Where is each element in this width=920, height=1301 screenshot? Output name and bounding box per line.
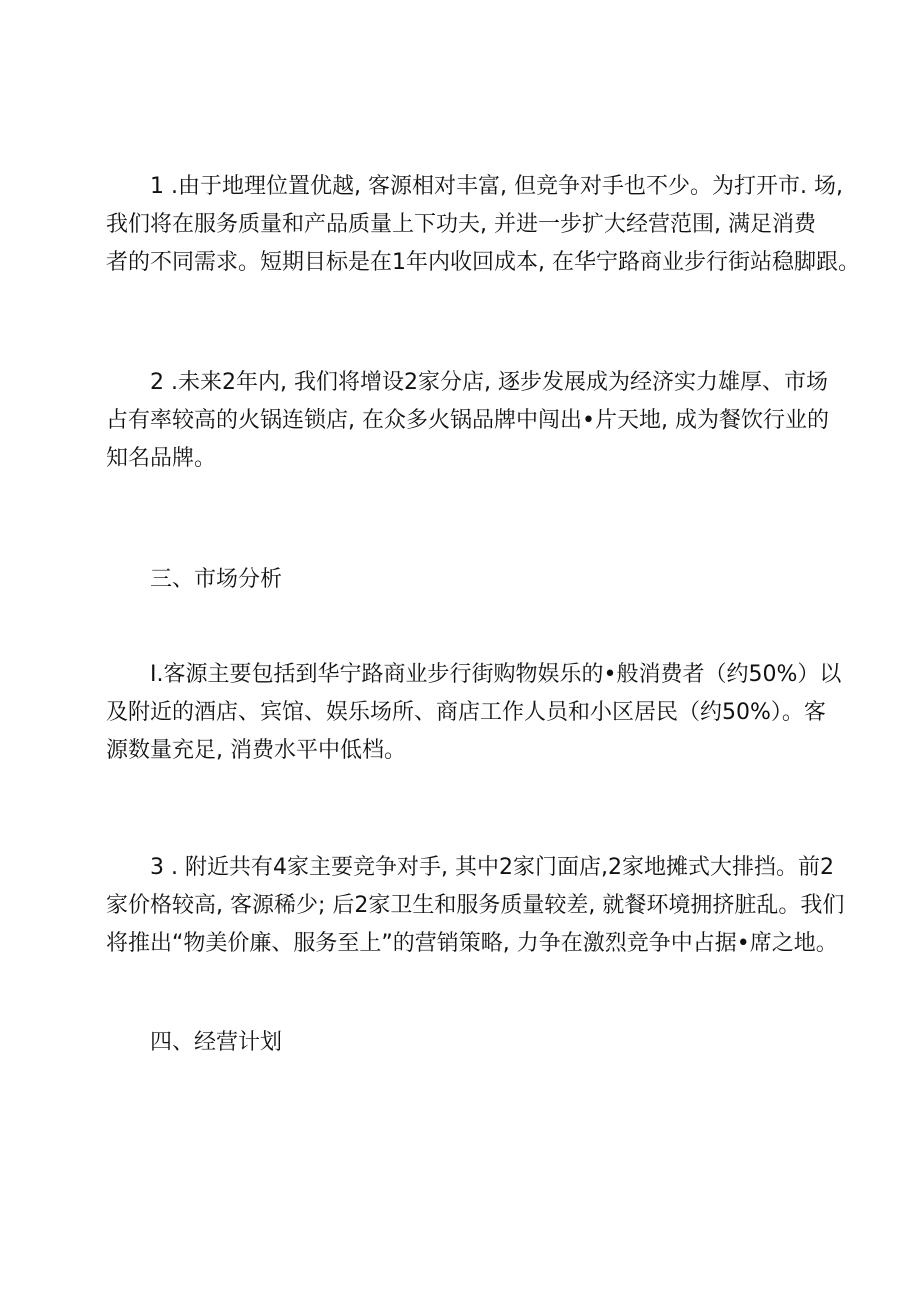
section-heading-market-analysis: 三、市场分析 [150,567,283,592]
paragraph-line: 3 . 附近共有4家主要竞争对手, 其中2家门面店,2家地摊式大排挡。前2 [150,855,834,880]
section-heading-business-plan: 四、经营计划 [150,1030,283,1055]
paragraph-goal-2 [106,364,829,478]
paragraph-market-competitors [106,849,845,963]
paragraph-line: 知名品牌。 [106,446,217,471]
paragraph-line: 及附近的酒店、宾馆、娱乐场所、商店工作人员和小区居民（约50%）。客 [106,700,826,725]
paragraph-goal-1 [106,168,860,282]
paragraph-line: 1 .由于地理位置优越, 客源相对丰富, 但竞争对手也不少。为打开市. 场, [150,174,843,199]
paragraph-line: 家价格较高, 客源稀少; 后2家卫生和服务质量较差, 就餐环境拥挤脏乱。我们 [106,893,845,918]
paragraph-line: 将推出“物美价廉、服务至上”的营销策略, 力争在激烈竞争中占据•席之地。 [106,931,838,956]
paragraph-line: 占有率较高的火锅连锁店, 在众多火锅品牌中闯出•片天地, 成为餐饮行业的 [106,408,829,433]
paragraph-line: 我们将在服务质量和产品质量上下功夫, 并进一步扩大经营范围, 满足消费 [106,212,816,237]
paragraph-line: I.客源主要包括到华宁路商业步行街购物娱乐的•般消费者（约50%）以 [150,662,842,687]
paragraph-market-customers [106,656,842,770]
paragraph-line: 2 .未来2年内, 我们将增设2家分店, 逐步发展成为经济实力雄厚、市场 [150,370,828,395]
paragraph-line: 源数量充足, 消费水平中低档。 [106,738,406,763]
paragraph-line: 者的不同需求。短期目标是在1年内收回成本, 在华宁路商业步行街站稳脚跟。 [106,250,860,275]
